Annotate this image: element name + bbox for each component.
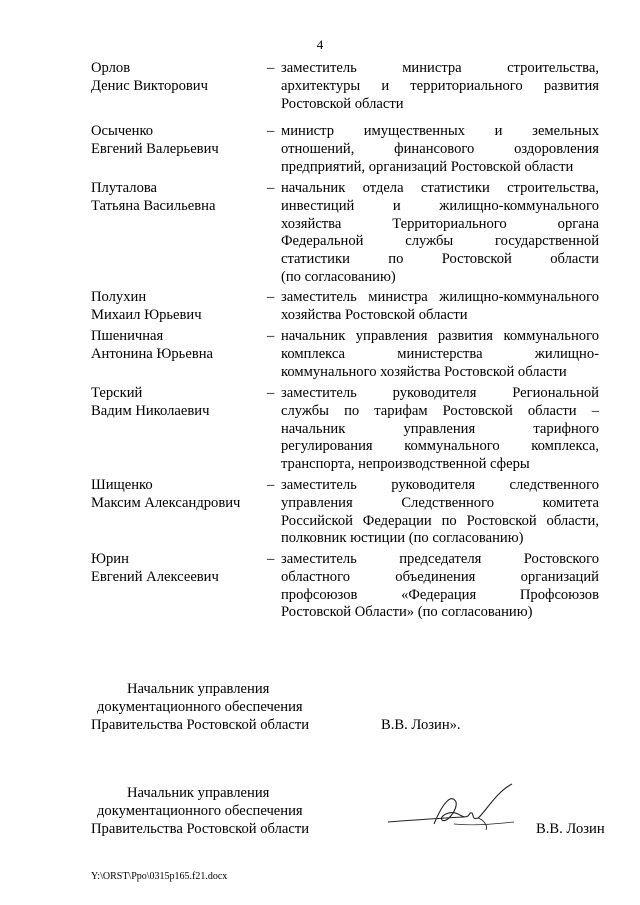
page-number: 4 [316, 37, 324, 52]
member-position-line: начальник управления тарифного [281, 420, 599, 437]
signature-block-1 [91, 681, 611, 734]
member-entry [91, 289, 611, 325]
member-position-line: Ростовской Области» (по согласованию) [281, 604, 533, 621]
member-surname: Осыченко [91, 123, 154, 139]
member-dash: – [267, 551, 275, 567]
member-name [91, 385, 271, 474]
member-position-line: Ростовской области [281, 95, 404, 112]
member-position-line: заместитель министра жилищно-коммунального [281, 289, 599, 305]
member-name [91, 180, 271, 287]
member-entry [91, 60, 611, 113]
member-entry [91, 477, 611, 548]
member-name [91, 123, 271, 176]
member-position-line: заместитель председателя Ростовского [281, 551, 599, 567]
signature-block-2 [91, 785, 611, 838]
member-dash: – [267, 328, 275, 344]
member-position-line: полковник юстиции (по согласованию) [281, 530, 524, 547]
member-position-line: заместитель руководителя следственного [281, 477, 599, 493]
member-position [281, 477, 599, 548]
member-surname: Плуталова [91, 180, 158, 196]
document-file-path: Y:\ORST\Ppo\0315p165.f21.docx [91, 871, 228, 882]
member-position [281, 123, 599, 176]
member-position [281, 385, 599, 474]
member-position-line: начальник отдела статистики строительства, [281, 180, 599, 196]
member-given-names: Евгений Валерьевич [91, 140, 219, 157]
member-position [281, 289, 599, 325]
member-given-names: Татьяна Васильевна [91, 197, 216, 214]
member-position-line: (по согласованию) [281, 268, 396, 285]
member-position-line: профсоюзов «Федерация Профсоюзов [281, 586, 599, 603]
member-position-line: начальник управления развития коммунального [281, 328, 599, 344]
member-position-line: заместитель министра строительства, [281, 60, 599, 76]
member-position-line: областного объединения организаций [281, 568, 599, 585]
member-given-names: Антонина Юрьевна [91, 345, 213, 362]
member-position-line: Федеральной службы государственной [281, 233, 599, 250]
member-position-line: комплекса министерства жилищно- [281, 345, 599, 362]
member-position-line: управления Следственного комитета [281, 494, 599, 511]
member-given-names: Максим Александрович [91, 494, 241, 511]
member-name [91, 60, 271, 113]
signatory-name-2: В.В. Лозин [536, 821, 605, 837]
member-position-line: службы по тарифам Ростовской области – [281, 402, 599, 419]
signatory-title-line3: Правительства Ростовской области [91, 820, 310, 837]
member-given-names: Михаил Юрьевич [91, 306, 202, 323]
member-entry [91, 123, 611, 176]
member-position-line: отношений, финансового оздоровления [281, 140, 599, 157]
member-entry [91, 180, 611, 287]
member-position [281, 60, 599, 113]
member-position [281, 328, 599, 381]
member-name [91, 289, 271, 325]
member-given-names: Вадим Николаевич [91, 402, 210, 419]
member-dash: – [267, 477, 275, 493]
member-surname: Шищенко [91, 477, 153, 493]
member-dash: – [267, 60, 275, 76]
member-entry [91, 328, 611, 381]
signatory-title-line2: документационного обеспечения [97, 802, 303, 819]
member-name [91, 551, 271, 622]
member-surname: Полухин [91, 289, 147, 305]
member-dash: – [267, 123, 275, 139]
member-position-line: статистики по Ростовской области [281, 251, 599, 268]
member-name [91, 477, 271, 548]
handwritten-signature [384, 780, 524, 836]
member-dash: – [267, 385, 275, 401]
member-given-names: Евгений Алексеевич [91, 568, 219, 585]
member-dash: – [267, 289, 275, 305]
signatory-title-line3: Правительства Ростовской области [91, 716, 310, 733]
member-position-line: Российской Федерации по Ростовской области, [281, 512, 599, 529]
member-surname: Терский [91, 385, 143, 401]
member-position-line: коммунального хозяйства Ростовской области [281, 363, 567, 380]
member-position-line: транспорта, непроизводственной сферы [281, 456, 530, 473]
member-position-line: хозяйства Ростовской области [281, 306, 468, 323]
member-position-line: инвестиций и жилищно-коммунального [281, 197, 599, 214]
member-given-names: Денис Викторович [91, 77, 208, 94]
signatory-title-line1: Начальник управления [127, 785, 270, 801]
member-position [281, 551, 599, 622]
member-entry [91, 385, 611, 474]
member-surname: Орлов [91, 60, 131, 76]
member-surname: Юрин [91, 551, 129, 567]
member-dash: – [267, 180, 275, 196]
member-surname: Пшеничная [91, 328, 164, 344]
member-position-line: архитектуры и территориального развития [281, 77, 599, 94]
member-position-line: предприятий, организаций Ростовской области [281, 158, 574, 175]
signatory-title-line1: Начальник управления [127, 681, 270, 697]
member-entry [91, 551, 611, 622]
signatory-name-1: В.В. Лозин». [381, 717, 461, 733]
member-position-line: хозяйства Территориального органа [281, 215, 599, 232]
signatory-title-line2: документационного обеспечения [97, 698, 303, 715]
member-position [281, 180, 599, 287]
member-position-line: регулирования коммунального комплекса, [281, 438, 599, 455]
member-position-line: министр имущественных и земельных [281, 123, 599, 139]
member-position-line: заместитель руководителя Региональной [281, 385, 599, 401]
member-name [91, 328, 271, 381]
